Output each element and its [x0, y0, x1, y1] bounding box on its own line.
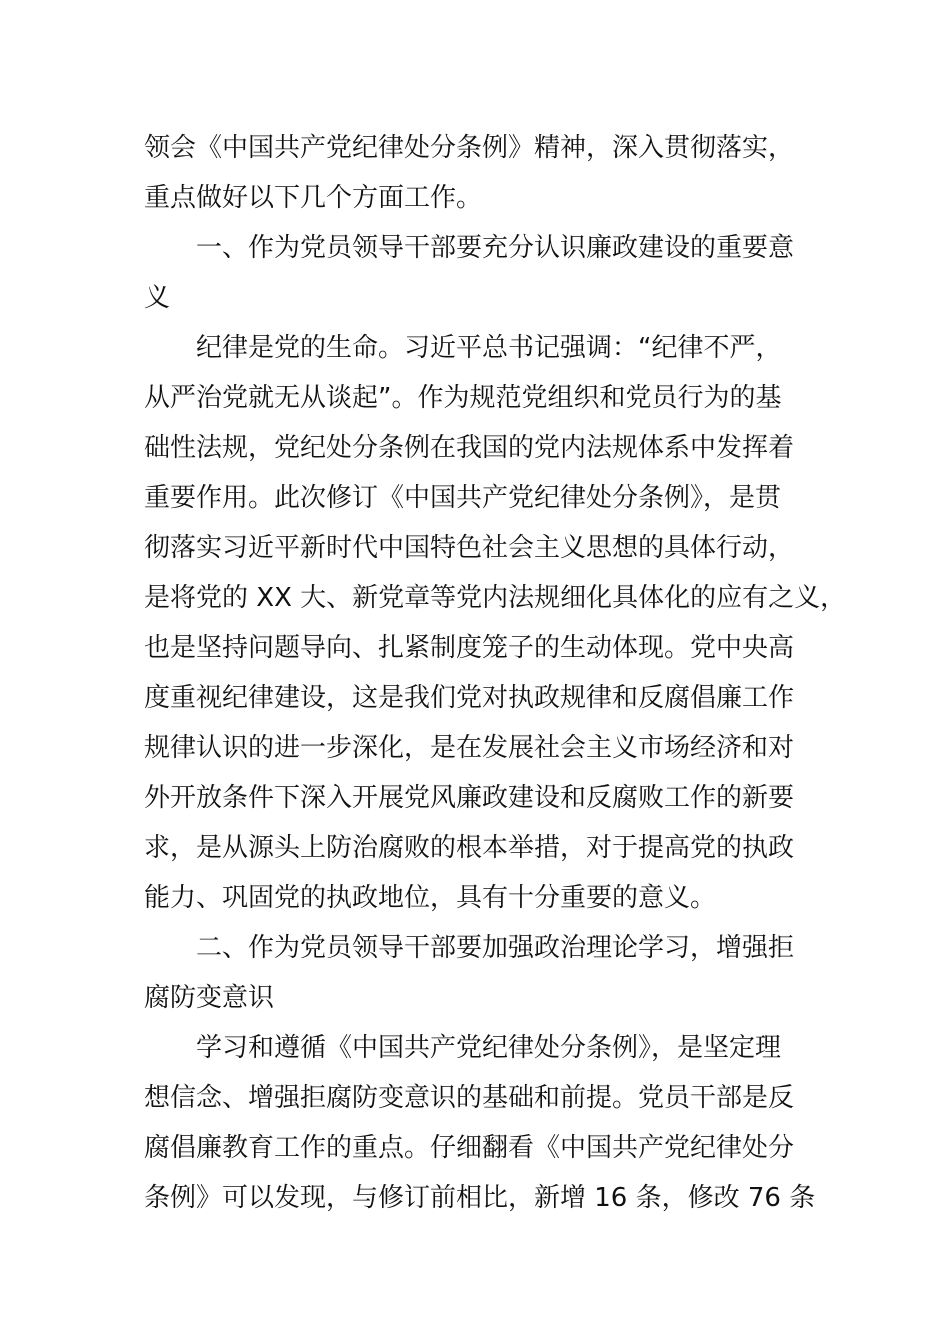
text-line-12: 度重视纪律建设，这是我们党对执政规律和反腐倡廉工作 — [144, 683, 795, 713]
text-line-8: 重要作用。此次修订《中国共产党纪律处分条例》，是贯 — [144, 483, 782, 513]
text-line-10: 是将党的 XX 大、新党章等党内法规细化具体化的应有之义， — [144, 583, 847, 613]
text-line-19: 学习和遵循《中国共产党纪律处分条例》，是坚定理 — [196, 1033, 782, 1063]
text-line-5: 纪律是党的生命。习近平总书记强调：“纪律不严， — [196, 333, 782, 363]
section-heading-1-cont: 义 — [144, 283, 171, 313]
text-line-20: 想信念、增强拒腐防变意识的基础和前提。党员干部是反 — [144, 1083, 795, 1113]
text-line-13: 规律认识的进一步深化，是在发展社会主义市场经济和对 — [144, 733, 795, 763]
text-line-6: 从严治党就无从谈起”。作为规范党组织和党员行为的基 — [144, 383, 782, 413]
text-line-2: 重点做好以下几个方面工作。 — [144, 183, 483, 213]
text-line-11: 也是坚持问题导向、扎紧制度笼子的生动体现。党中央高 — [144, 633, 795, 663]
text-line-22: 条例》可以发现，与修订前相比，新增 16 条，修改 76 条 — [144, 1183, 816, 1213]
text-line-14: 外开放条件下深入开展党风廉政建设和反腐败工作的新要 — [144, 783, 795, 813]
text-line-16: 能力、巩固党的执政地位，具有十分重要的意义。 — [144, 883, 717, 913]
section-heading-1: 一、作为党员领导干部要充分认识廉政建设的重要意 — [196, 233, 795, 263]
section-heading-2-cont: 腐防变意识 — [144, 983, 275, 1013]
text-line-7: 础性法规，党纪处分条例在我国的党内法规体系中发挥着 — [144, 433, 795, 463]
section-heading-2: 二、作为党员领导干部要加强政治理论学习，增强拒 — [196, 933, 795, 963]
text-line-9: 彻落实习近平新时代中国特色社会主义思想的具体行动， — [144, 533, 795, 563]
text-line-15: 求，是从源头上防治腐败的根本举措，对于提高党的执政 — [144, 833, 795, 863]
text-line-1: 领会《中国共产党纪律处分条例》精神，深入贯彻落实， — [144, 133, 795, 163]
text-line-21: 腐倡廉教育工作的重点。仔细翻看《中国共产党纪律处分 — [144, 1133, 795, 1163]
